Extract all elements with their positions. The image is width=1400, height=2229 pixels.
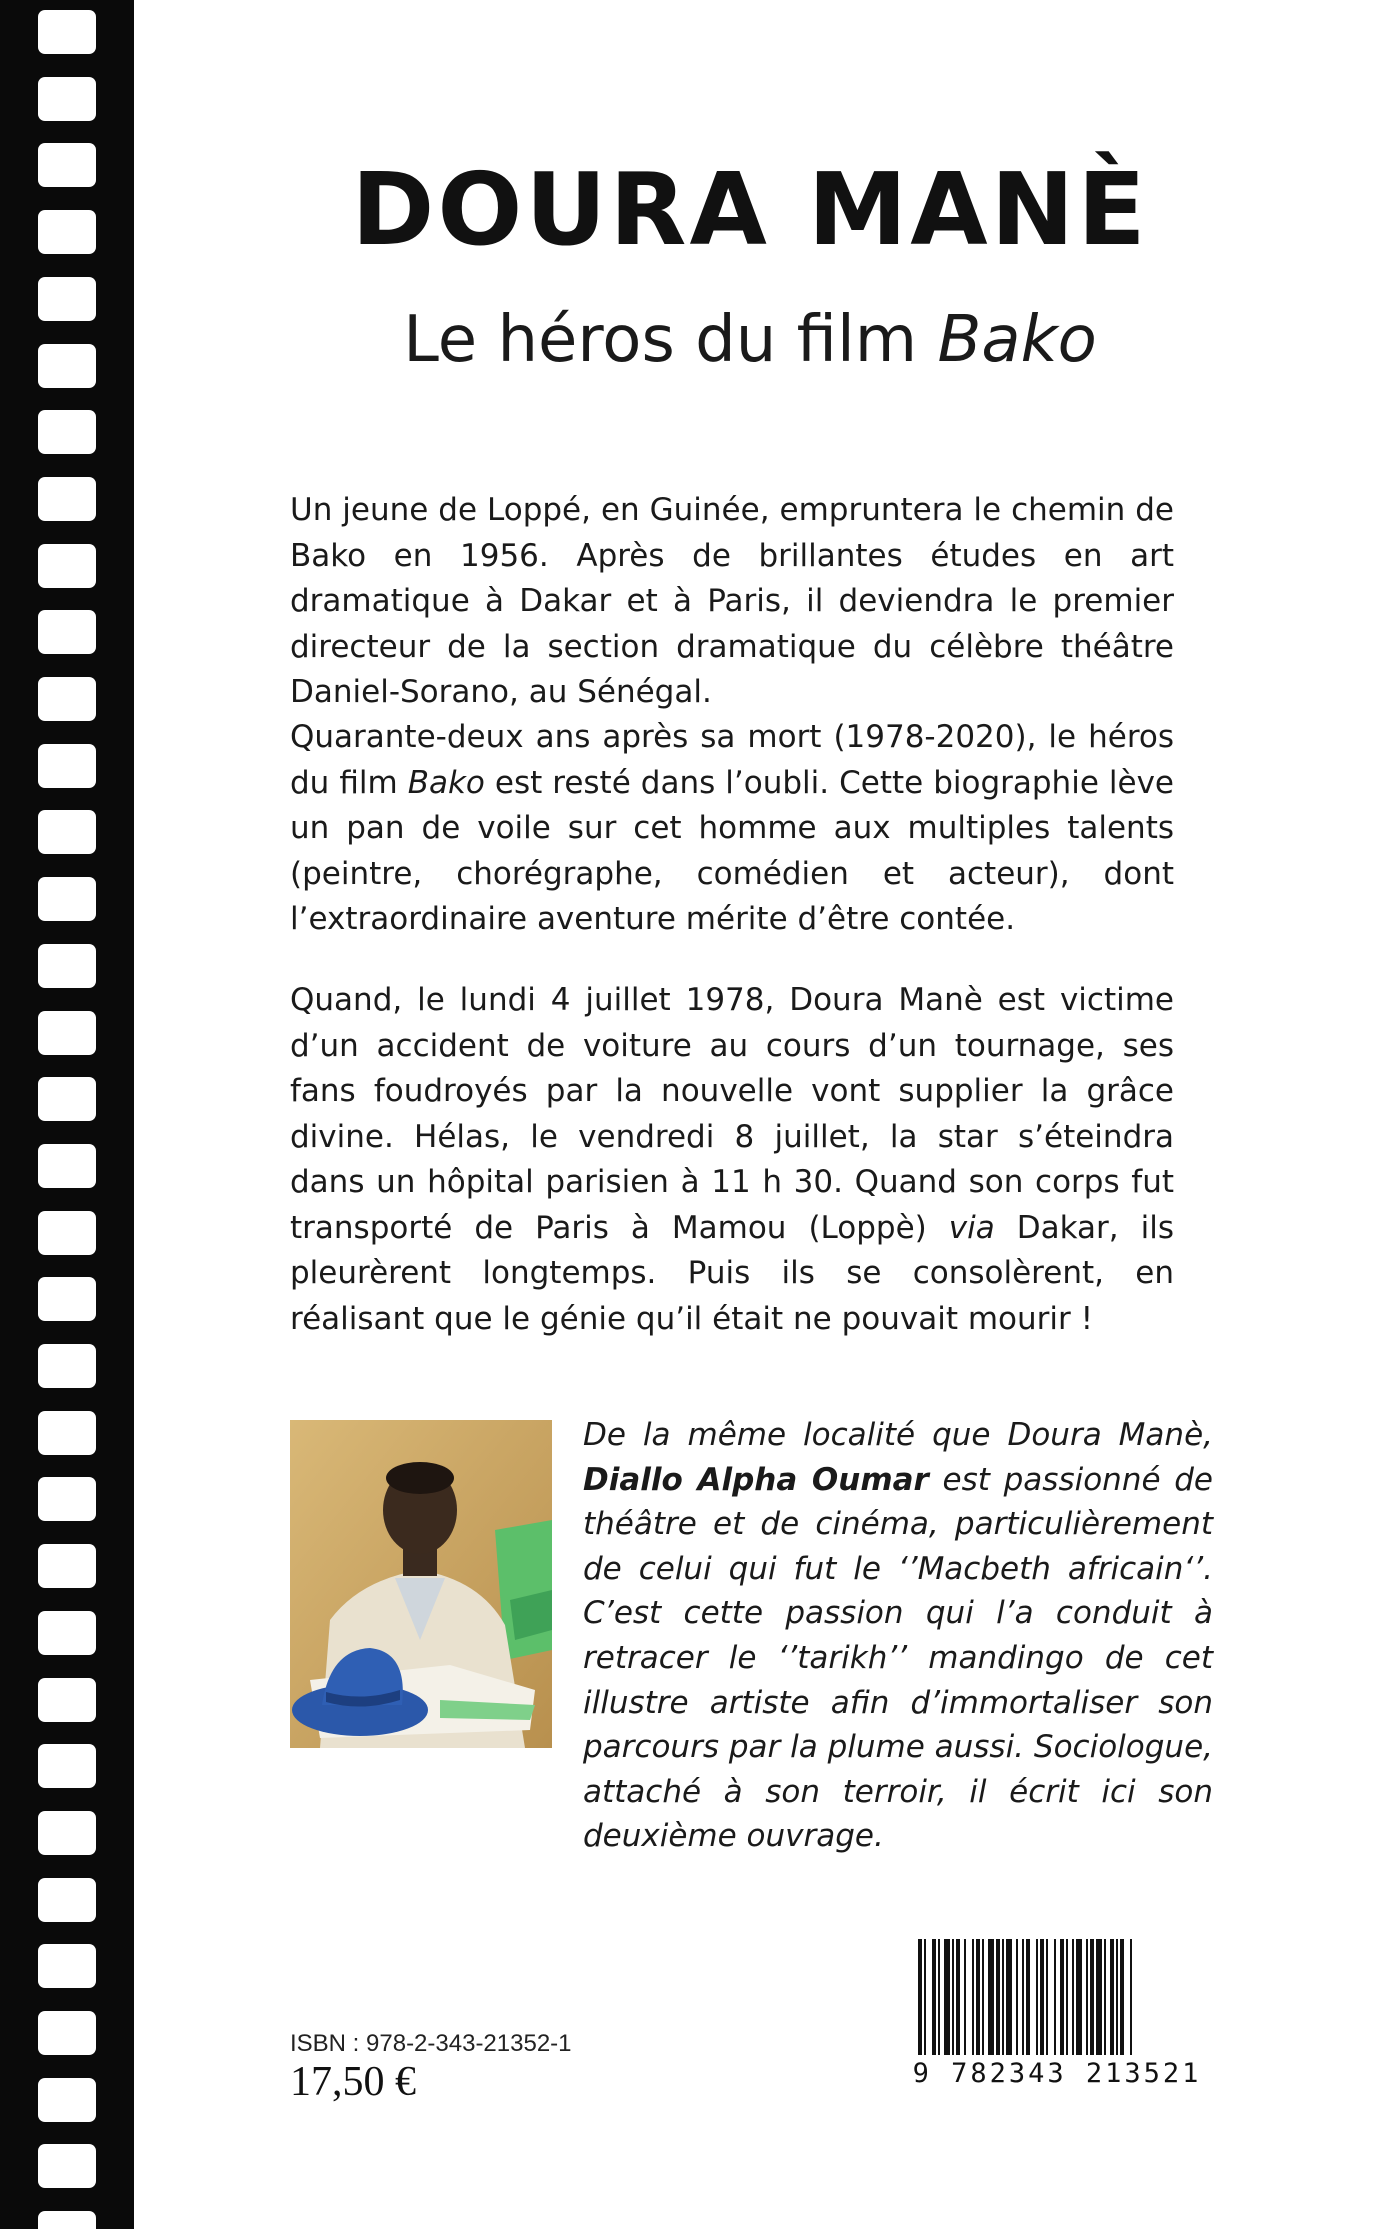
barcode-bar [1016,1939,1018,2055]
sprocket-hole [38,677,96,721]
barcode-bar [1096,1939,1102,2055]
barcode-bar [1104,1939,1106,2055]
barcode-bar [1036,1939,1038,2055]
barcode-bar [1086,1939,1088,2055]
barcode-bar [924,1939,926,2055]
subtitle-film-name: Bako [937,303,1097,377]
barcode-bar [952,1939,954,2055]
sprocket-hole [38,277,96,321]
sprocket-hole [38,544,96,588]
sprocket-hole [38,2011,96,2055]
barcode-bar [1040,1939,1044,2055]
sprocket-hole [38,1678,96,1722]
bio-part-a: De la même localité que Doura Manè, [583,1417,1213,1453]
barcode-bar [996,1939,1000,2055]
p3-part-a: Quand, le lundi 4 juillet 1978, Doura Manè est victime d’un accident de voiture au cours d’un tournage, ses fans foudroyés par la nouvelle vont supplier la grâce divine. Hélas, le vendredi 8 juillet, la star s’éteindra dans un hôpital parisien à 11 h 30. Quand son corps fut transporté de Paris à Mamou (Loppè) [290,982,1174,1246]
sprocket-hole [38,1077,96,1121]
sprocket-hole [38,1878,96,1922]
sprocket-hole [38,477,96,521]
barcode-bar [976,1939,980,2055]
author-bio [583,1413,1213,1859]
barcode-bar [1072,1939,1074,2055]
barcode-bar [956,1939,960,2055]
sprocket-hole [38,1477,96,1521]
sprocket-hole [38,1411,96,1455]
sprocket-hole [38,2078,96,2122]
barcode-bar [988,1939,994,2055]
sprocket-hole [38,1944,96,1988]
barcode-bar [1110,1939,1114,2055]
barcode-bar [944,1939,950,2055]
barcode-bar [982,1939,984,2055]
barcode-bar [932,1939,936,2055]
p3-part-b: Dakar, ils pleurèrent longtemps. Puis ils se consolèrent, en réalisant que le génie qu’il était ne pouvait mourir ! [290,1209,1174,1337]
p3-italic: via [948,1209,995,1246]
sprocket-hole [38,143,96,187]
sprocket-hole [38,1011,96,1055]
blurb-paragraph-1: Un jeune de Loppé, en Guinée, empruntera le chemin de Bako en 1956. Après de brillantes études en art dramatique à Dakar et à Paris, il deviendra le premier directeur de la section dramatique du célèbre théâtre Daniel-Sorano, au Sénégal. [290,492,1174,710]
sprocket-hole [38,1211,96,1255]
sprocket-hole [38,2144,96,2188]
barcode-bar [1006,1939,1012,2055]
sprocket-hole [38,944,96,988]
author-name: Diallo Alpha Oumar [583,1461,929,1498]
p2-part-a: Quarante-deux ans après sa mort (1978-2020), le héros du film [290,719,1174,801]
sprocket-hole [38,210,96,254]
blurb-paragraph-2 [290,715,1174,943]
barcode-bar [1090,1939,1094,2055]
subtitle-text: Le héros du film [403,303,938,377]
sprocket-hole [38,2211,96,2229]
barcode-bars [912,1939,1202,2055]
sprocket-hole [38,1344,96,1388]
sprocket-hole [38,877,96,921]
barcode-bar [918,1939,922,2055]
barcode-bar [964,1939,966,2055]
isbn-label: ISBN : 978-2-343-21352-1 [290,2030,572,2057]
film-strip-border [0,0,134,2229]
sprocket-hole [38,1144,96,1188]
barcode-bar [1066,1939,1068,2055]
book-title: DOURA MANÈ [351,151,1149,268]
barcode-bar [1130,1939,1132,2055]
barcode-bar [1002,1939,1004,2055]
barcode-bar [1054,1939,1056,2055]
sprocket-hole [38,77,96,121]
barcode-bar [1046,1939,1048,2055]
barcode-bar [972,1939,974,2055]
blurb-paragraph-3 [290,978,1174,1342]
barcode-bar [1022,1939,1024,2055]
sprocket-hole [38,1544,96,1588]
sprocket-hole [38,810,96,854]
sprocket-hole [38,344,96,388]
barcode-bar [1116,1939,1118,2055]
barcode-bar [1026,1939,1030,2055]
sprocket-hole [38,1811,96,1855]
author-photo-illustration [290,1420,552,1748]
price-label: 17,50 € [290,2059,416,2105]
barcode-bar [938,1939,940,2055]
sprocket-hole [38,10,96,54]
sprocket-hole [38,610,96,654]
sprocket-hole [38,1611,96,1655]
book-subtitle [200,303,1300,377]
barcode-bar [1120,1939,1124,2055]
sprocket-hole [38,1744,96,1788]
bio-part-b: est passionné de théâtre et de cinéma, particulièrement de celui qui fut le ‘’Macbeth africain‘’. C’est cette passion qui l’a conduit à retracer le ‘’tarikh’’ mandingo de cet illustre artiste afin d’immortaliser son parcours par la plume aussi. Sociologue, attaché à son terroir, il écrit ici son deuxième ouvrage. [583,1461,1213,1855]
sprocket-hole [38,410,96,454]
barcode-digits: 9 782343 213521 [912,2058,1202,2089]
sprocket-hole [38,1277,96,1321]
author-photo [290,1420,552,1748]
sprocket-hole [38,744,96,788]
p2-part-b: est resté dans l’oubli. Cette biographie lève un pan de voile sur cet homme aux multiples talents (peintre, chorégraphe, comédien et acteur), dont l’extraordinaire aventure mérite d’être contée. [290,764,1175,937]
barcode-bar [1076,1939,1082,2055]
p2-italic: Bako [407,764,485,801]
barcode-bar [1060,1939,1064,2055]
